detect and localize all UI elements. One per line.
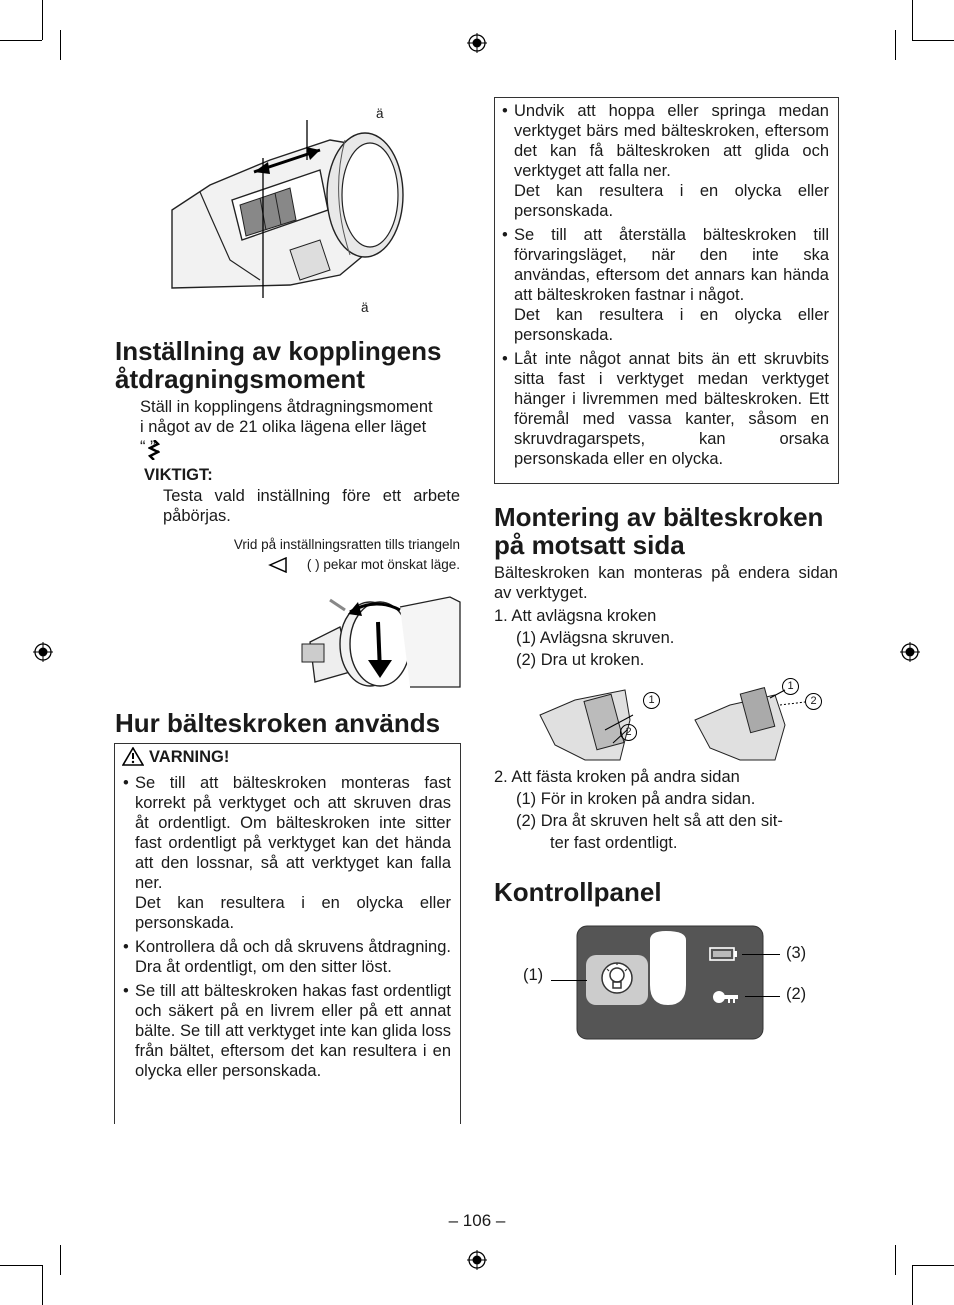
mounting-paragraph: Bälteskroken kan monteras på endera sidan av verktyget.	[494, 564, 838, 602]
step-2b-continued: ter fast ordentligt.	[550, 834, 678, 852]
crop-mark	[895, 30, 896, 60]
belt-hook-removal-illustration	[690, 680, 820, 762]
crop-mark	[912, 1265, 913, 1305]
list-item-text: Kontrollera då och då skruvens åtdragning. Dra åt ordentligt, om den sitter löst.	[135, 938, 451, 976]
figure-label-top: ä	[376, 106, 384, 121]
paragraph-line: i något av de 21 olika lägena eller läget	[140, 418, 427, 436]
drill-mode-icon	[148, 440, 160, 460]
list-item	[502, 349, 829, 469]
figure-label-bottom: ä	[361, 300, 369, 315]
panel-label-light: (1)	[523, 966, 544, 984]
registration-mark-icon	[467, 1250, 487, 1270]
section-title-control-panel: Kontrollpanel	[494, 877, 662, 907]
important-text: Testa vald inställning före ett arbete påbörjas.	[163, 487, 460, 525]
caution-list	[502, 101, 829, 473]
section-title-belt-hook: Hur bälteskroken används	[115, 708, 441, 738]
crop-mark	[912, 1265, 954, 1266]
important-label: VIKTIGT:	[144, 466, 213, 484]
crop-mark	[42, 0, 43, 40]
list-item-text: Se till att återställa bälteskroken till förvaringsläget, när den inte ska användas, eftersom det annars kan hända att bälteskroken fastnar i något.	[514, 226, 829, 304]
section-title-line: på motsatt sida	[494, 530, 685, 560]
list-item-text: Undvik att hoppa eller springa medan verktyget bärs med bälteskroken, eftersom det kan få bälteskroken att glida och verktyget att falla ner.	[514, 102, 829, 180]
figure-caption-line: Vrid på inställningsratten tills triangeln	[233, 537, 460, 552]
crop-mark	[42, 1265, 43, 1305]
section-title-line: Montering av bälteskroken	[494, 502, 824, 532]
callout-line	[745, 996, 780, 997]
step-1: 1. Att avlägsna kroken	[494, 607, 657, 625]
crop-mark	[895, 1245, 896, 1275]
panel-label-lock: (2)	[786, 985, 807, 1003]
list-item-text: Se till att bälteskroken hakas fast ordentligt och säkert på en livrem eller på ett annat bälte. Se till att verktyget inte kan glida loss från bältet, eftersom det kan resultera i en olycka eller personskada.	[135, 982, 451, 1080]
callout-line	[551, 980, 587, 981]
callout-number: 2	[805, 693, 822, 710]
callout-number: 1	[643, 692, 660, 709]
clutch-ring-illustration	[300, 582, 462, 692]
list-item-extra: Det kan resultera i en olycka eller personskada.	[514, 306, 829, 344]
list-item	[502, 225, 829, 345]
section-title-line: åtdragningsmoment	[115, 364, 365, 394]
paragraph-line: Ställ in kopplingens åtdragningsmoment	[140, 398, 433, 416]
step-2a: (1) För in kroken på andra sidan.	[516, 790, 756, 808]
crop-mark	[60, 30, 61, 60]
list-item-extra: Det kan resultera i en olycka eller personskada.	[514, 182, 829, 220]
step-1b: (2) Dra ut kroken.	[516, 651, 645, 669]
figure-caption-line: ( ) pekar mot önskat läge.	[306, 557, 460, 572]
clutch-paragraph	[140, 397, 460, 457]
warning-list	[123, 773, 451, 1085]
step-2b: (2) Dra åt skruven helt så att den sit-	[516, 812, 783, 830]
list-item	[123, 937, 451, 977]
triangle-pointer-icon	[268, 557, 288, 573]
section-title-clutch	[115, 337, 465, 393]
warning-label: VARNING!	[149, 748, 230, 766]
control-panel-illustration	[576, 925, 764, 1040]
step-1a: (1) Avlägsna skruven.	[516, 629, 675, 647]
crop-mark	[912, 40, 954, 41]
crop-mark	[912, 0, 913, 40]
warning-triangle-icon	[122, 747, 144, 766]
crop-mark	[0, 1265, 42, 1266]
section-title-mounting	[494, 503, 844, 559]
section-title-line: Inställning av kopplingens	[115, 336, 442, 366]
registration-mark-icon	[33, 642, 53, 662]
list-item	[502, 101, 829, 221]
list-item	[123, 773, 451, 933]
crop-mark	[60, 1245, 61, 1275]
paragraph-line: “ ”.	[140, 438, 161, 456]
drill-direction-switch-illustration	[170, 100, 420, 300]
callout-line	[742, 954, 780, 955]
step-2: 2. Att fästa kroken på andra sidan	[494, 768, 740, 786]
registration-mark-icon	[900, 642, 920, 662]
callout-number: 2	[620, 724, 637, 741]
callout-number: 1	[782, 678, 799, 695]
page-number: – 106 –	[448, 1211, 506, 1230]
panel-label-battery: (3)	[786, 944, 807, 962]
list-item-text: Låt inte något annat bits än ett skruvbits sitta fast i verktyget medan verktyget hänger i livremmen med bälteskroken. Ett föremål med vassa kanter, såsom en skruvdragarspets, kan orsaka personskada eller en olycka.	[514, 350, 829, 468]
list-item-extra: Det kan resultera i en olycka eller personskada.	[135, 894, 451, 932]
crop-mark	[0, 40, 42, 41]
list-item	[123, 981, 451, 1081]
registration-mark-icon	[467, 33, 487, 53]
list-item-text: Se till att bälteskroken monteras fast korrekt på verktyget och att skruven dras åt ordentligt. Om bälteskroken inte sitter fast ordentligt på verktyget kan det hända att den lossnar, så att verktyget kan falla ner.	[135, 774, 451, 892]
